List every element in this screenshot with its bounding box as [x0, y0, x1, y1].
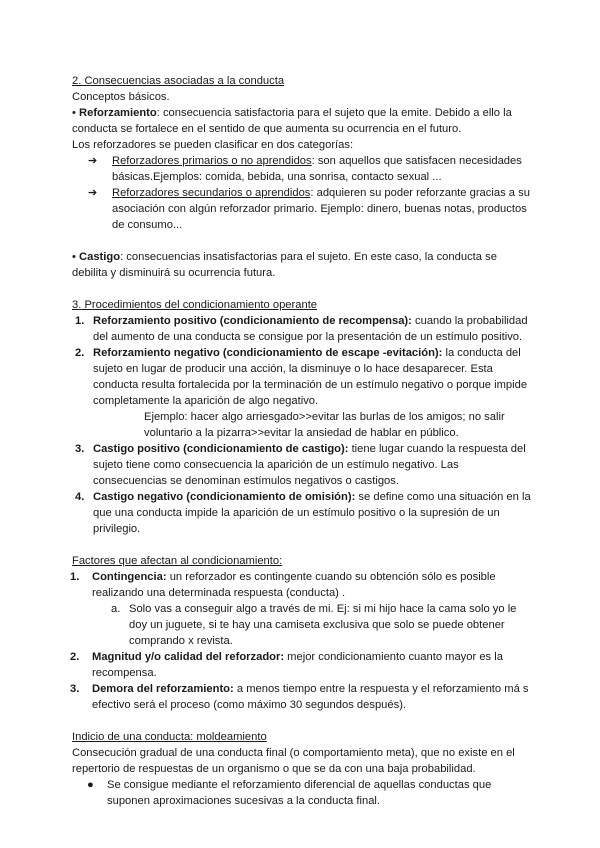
list-item-text: se define como una situación en la que una conducta impide la aparición de un estímulo positivo o la supresión de un privilegio. [93, 491, 531, 535]
classification-line: Los reforzadores se pueden clasificar en dos categorías: [72, 139, 354, 151]
list-item [72, 489, 532, 537]
list-item [82, 153, 532, 185]
list-item [72, 649, 532, 681]
list-number: 3. [70, 683, 80, 695]
sub-list-text: Solo vas a conseguir algo a través de mi. Ej: si mi hijo hace la cama solo yo le doy un juguete, si te hay una camiseta exclusiva que solo se puede obtener comprando x revista. [129, 603, 517, 647]
list-number: 2. [75, 347, 85, 359]
list-item-text: a menos tiempo entre la respuesta y el reforzamiento má s efectivo será el proceso (como máximo 30 segundos después). [92, 683, 529, 711]
list-item-term: Reforzamiento negativo (condicionamiento de escape -evitación): [93, 347, 443, 359]
list-item [72, 681, 532, 713]
shaping-paragraph: Consecución gradual de una conducta final (o comportamiento meta), que no existe en el repertorio de respuestas de un organismo o que se da con una baja probabilidad. [72, 747, 515, 775]
punishment-text: : consecuencias insatisfactorias para el sujeto. En este caso, la conducta se debilita y disminuirá su ocurrencia futura. [72, 251, 497, 279]
list-item [72, 345, 532, 441]
list-item-text: Se consigue mediante el reforzamiento diferencial de aquellas conductas que suponen aproximaciones sucesivas a la conducta final. [107, 779, 492, 807]
list-item-term: Castigo positivo (condicionamiento de castigo): [93, 443, 349, 455]
reinforcement-bullet: • [72, 107, 76, 119]
list-item [72, 777, 532, 809]
list-number: 4. [75, 491, 85, 503]
list-item [72, 313, 532, 345]
sub-list-item [111, 601, 532, 649]
sub-list [92, 601, 532, 649]
list-item-term: Demora del reforzamiento: [92, 683, 234, 695]
punishment-term: Castigo [79, 251, 121, 263]
spacer [72, 281, 532, 297]
list-item [72, 441, 532, 489]
section-2-heading: 2. Consecuencias asociadas a la conducta [72, 75, 285, 87]
procedures-list [72, 313, 532, 537]
spacer [72, 537, 532, 553]
reinforcement-paragraph [72, 105, 532, 137]
example-text: Ejemplo: hacer algo arriesgado>>evitar las burlas de los amigos; no salir voluntario a la pizarra>>evitar la ansiedad de hablar en público. [144, 411, 505, 439]
list-item-text: la conducta del sujeto en lugar de producir una acción, la disminuye o lo hace desaparecer. Esta conducta resulta fortalecida por la terminación de un estímulo negativo o porque impide completamente la aparición de algo negativo. [93, 347, 528, 407]
list-item-term: Contingencia: [92, 571, 167, 583]
list-item-text: cuando la probabilidad del aumento de una conducta se consigue por la presentación de un estímulo positivo. [93, 315, 528, 343]
list-item-text: : son aquellos que satisfacen necesidades básicas.Ejemplos: comida, bebida, una sonrisa, contacto sexual ... [112, 155, 522, 183]
factors-heading: Factores que afectan al condicionamiento: [72, 555, 283, 567]
arrow-icon: ➔ [88, 155, 98, 167]
punishment-paragraph [72, 249, 532, 281]
list-item-term: Magnitud y/o calidad del reforzador: [92, 651, 285, 663]
list-item-term: Reforzamiento positivo (condicionamiento de recompensa): [93, 315, 412, 327]
sub-list-marker: a. [111, 603, 121, 615]
section-3-heading: 3. Procedimientos del condicionamiento operante [72, 299, 318, 311]
factors-list [72, 569, 532, 713]
shaping-list [72, 777, 532, 809]
reinforcer-types-list [72, 153, 532, 233]
list-item [82, 185, 532, 233]
list-item-term: Reforzadores primarios o no aprendidos [112, 155, 312, 167]
list-item-text: tiene lugar cuando la respuesta del sujeto tiene como consecuencia la aparición de un estímulo negativo. Las consecuencias se denominan estímulos negativos o castigos. [93, 443, 526, 487]
punishment-bullet: • [72, 251, 76, 263]
list-number: 2. [70, 651, 80, 663]
list-number: 1. [70, 571, 80, 583]
document-page [72, 73, 532, 809]
reinforcement-term: Reforzamiento [79, 107, 157, 119]
list-item-text: mejor condicionamiento cuanto mayor es la recompensa. [92, 651, 503, 679]
list-item-text: : adquieren su poder reforzante gracias a su asociación con algún reforzador primario. Ejemplo: dinero, buenas notas, productos de consumo... [112, 187, 530, 231]
list-item [72, 569, 532, 649]
concepts-line: Conceptos básicos. [72, 91, 170, 103]
arrow-icon: ➔ [88, 187, 98, 199]
reinforcement-text: : consecuencia satisfactoria para el sujeto que la emite. Debido a ello la conducta se fortalece en el sentido de que aumenta su ocurrencia en el futuro. [72, 107, 512, 135]
list-item-term: Castigo negativo (condicionamiento de omisión): [93, 491, 356, 503]
list-item-text: un reforzador es contingente cuando su obtención sólo es posible realizando una determinada respuesta (conducta) . [92, 571, 496, 599]
spacer [72, 713, 532, 729]
list-number: 1. [75, 315, 85, 327]
spacer [72, 233, 532, 249]
bullet-icon: ● [87, 779, 94, 791]
list-number: 3. [75, 443, 85, 455]
list-item-term: Reforzadores secundarios o aprendidos [112, 187, 311, 199]
shaping-heading: Indicio de una conducta: moldeamiento [72, 731, 267, 743]
